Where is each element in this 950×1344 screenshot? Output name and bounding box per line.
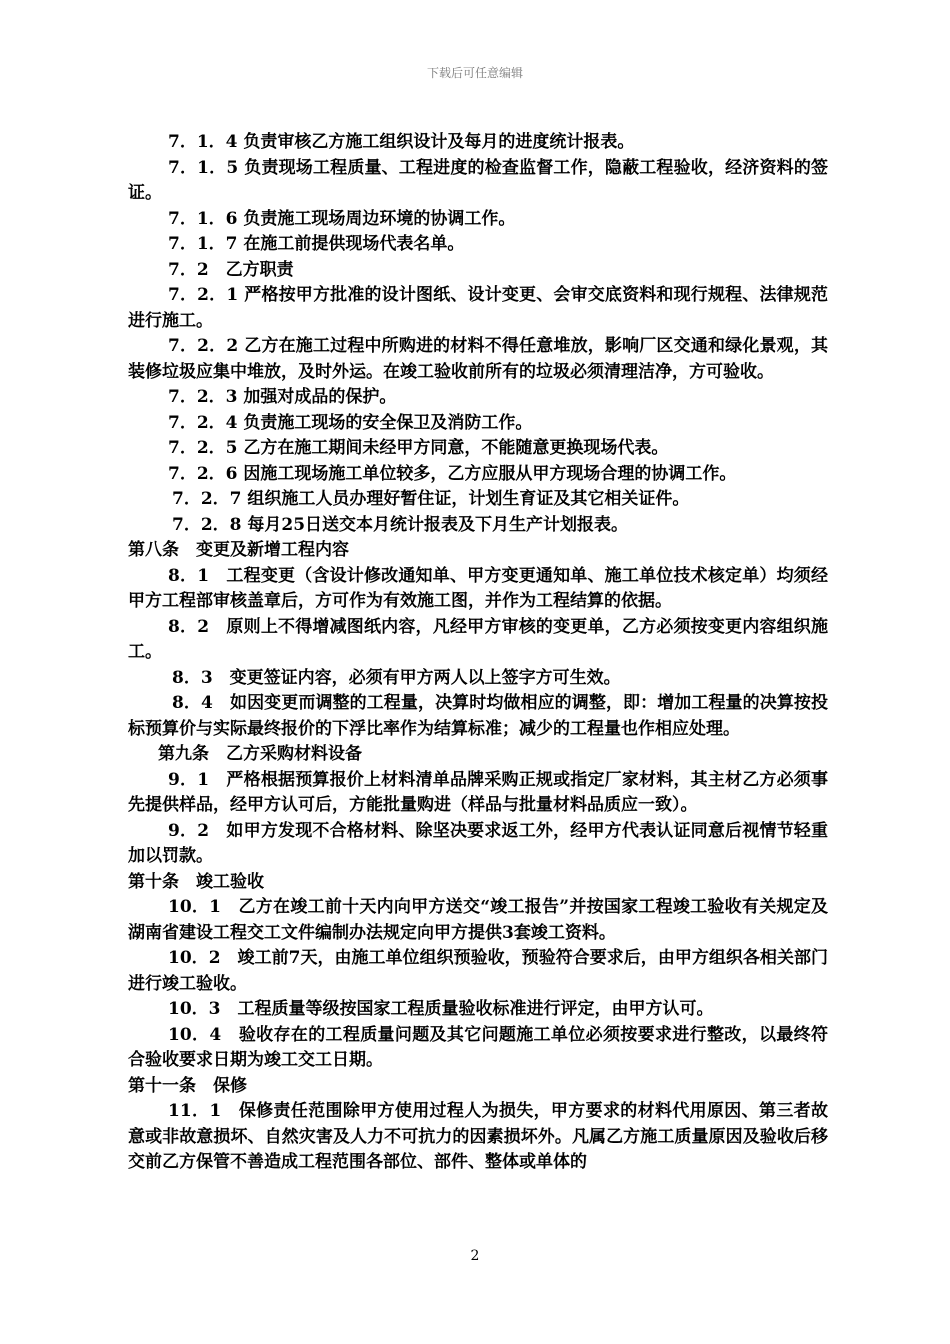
document-paragraph: 7．2．3 加强对成品的保护。: [168, 387, 397, 407]
document-paragraph: 7．2．8 每月25日送交本月统计报表及下月生产计划报表。: [172, 514, 629, 535]
document-paragraph: 8．3 变更签证内容，必须有甲方两人以上签字方可生效。: [172, 667, 621, 688]
document-paragraph: 9．2 如甲方发现不合格材料、除坚决要求返工外，经甲方代表认证同意后视情节轻重加以罚款。: [128, 820, 828, 866]
document-paragraph: 8．2 原则上不得增减图纸内容，凡经甲方审核的变更单，乙方必须按变更内容组织施工。: [128, 616, 828, 662]
document-paragraph: 7．2．1 严格按甲方批准的设计图纸、设计变更、会审交底资料和现行规程、法律规范进行施工。: [128, 285, 828, 331]
page-number: 2: [470, 1248, 480, 1264]
document-paragraph: 7．2 乙方职责: [168, 259, 294, 280]
document-paragraph: 7．1．6 负责施工现场周边环境的协调工作。: [168, 208, 516, 229]
document-paragraph: 7．2．2 乙方在施工过程中所购进的材料不得任意堆放，影响厂区交通和绿化景观，其装修垃圾应集中堆放，及时外运。在竣工验收前所有的垃圾必须清理洁净，方可验收。: [128, 336, 828, 382]
document-paragraph: 第十一条 保修: [128, 1075, 247, 1096]
document-paragraph: 11．1 保修责任范围除甲方使用过程人为损失，甲方要求的材料代用原因、第三者故意或非故意损坏、自然灾害及人力不可抗力的因素损坏外。凡属乙方施工质量原因及验收后移交前乙方保管不善造成工程范围各部位、部件、整体或单体的: [128, 1101, 828, 1172]
document-paragraph: 第十条 竣工验收: [128, 871, 264, 892]
document-paragraph: 8．4 如因变更而调整的工程量，决算时均做相应的调整，即：增加工程量的决算按投标预算价与实际最终报价的下浮比率作为结算标准；减少的工程量也作相应处理。: [128, 693, 828, 739]
document-paragraph: 7．1．5 负责现场工程质量、工程进度的检查监督工作，隐蔽工程验收，经济资料的签证。: [128, 157, 828, 203]
document-paragraph: 7．2．5 乙方在施工期间未经甲方同意，不能随意更换现场代表。: [168, 438, 669, 458]
document-paragraph: 10．1 乙方在竣工前十天内向甲方送交“竣工报告”并按国家工程竣工验收有关规定及湖南省建设工程交工文件编制办法规定向甲方提供3套竣工资料。: [128, 897, 828, 943]
document-paragraph: 10．3 工程质量等级按国家工程质量验收标准进行评定，由甲方认可。: [168, 999, 714, 1019]
document-body: [128, 130, 828, 1176]
document-paragraph: 8．1 工程变更（含设计修改通知单、甲方变更通知单、施工单位技术核定单）均须经甲方工程部审核盖章后，方可作为有效施工图，并作为工程结算的依据。: [128, 565, 828, 611]
document-paragraph: 10．2 竣工前7天，由施工单位组织预验收，预验符合要求后，由甲方组织各相关部门进行竣工验收。: [128, 948, 828, 994]
document-paragraph: 9．1 严格根据预算报价上材料清单品牌采购正规或指定厂家材料，其主材乙方必须事先提供样品，经甲方认可后，方能批量购进（样品与批量材料品质应一致）。: [128, 769, 828, 815]
document-paragraph: 7．2．4 负责施工现场的安全保卫及消防工作。: [168, 412, 533, 433]
document-paragraph: 7．2．6 因施工现场施工单位较多，乙方应服从甲方现场合理的协调工作。: [168, 463, 737, 484]
page-header: 下载后可任意编辑: [426, 66, 523, 80]
document-paragraph: 7．1．4 负责审核乙方施工组织设计及每月的进度统计报表。: [168, 132, 635, 152]
document-paragraph: 第九条 乙方采购材料设备: [158, 744, 362, 764]
document-paragraph: 7．1．7 在施工前提供现场代表名单。: [168, 234, 465, 254]
document-paragraph: 7．2．7 组织施工人员办理好暂住证，计划生育证及其它相关证件。: [172, 489, 690, 509]
document-paragraph: 第八条 变更及新增工程内容: [128, 540, 349, 560]
document-paragraph: 10．4 验收存在的工程质量问题及其它问题施工单位必须按要求进行整改，以最终符合验收要求日期为竣工交工日期。: [128, 1024, 828, 1070]
